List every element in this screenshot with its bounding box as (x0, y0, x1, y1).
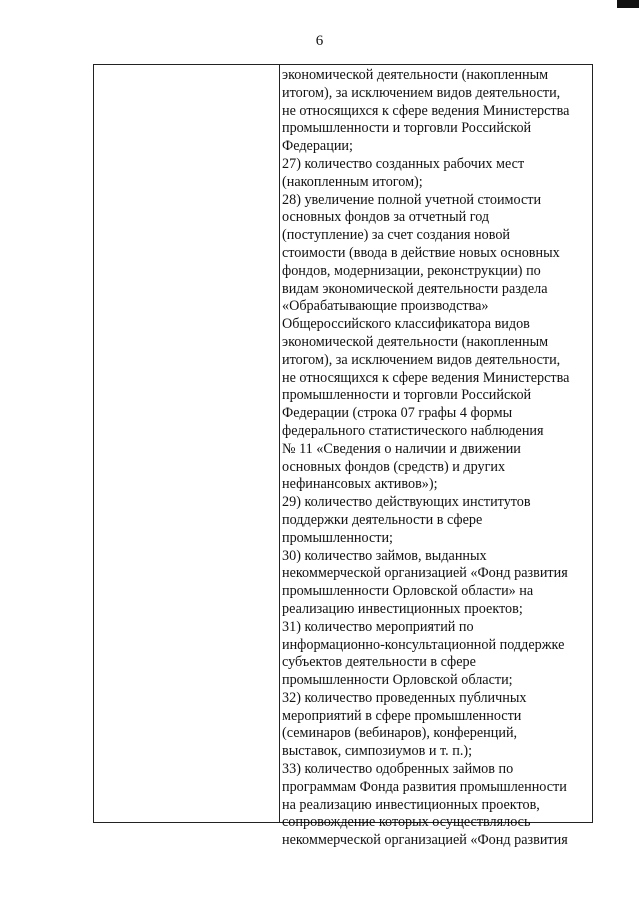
text-line: выставок, симпозиумов и т. п.); (282, 743, 473, 760)
text-line: промышленности и торговли Российской (282, 120, 532, 137)
text-line: информационно-консультационной поддержке (282, 636, 565, 653)
column-divider (279, 65, 280, 822)
document-table (93, 64, 593, 849)
text-line: некоммерческой организацией «Фонд развития (282, 565, 568, 582)
text-line: федерального статистического наблюдения (282, 422, 544, 439)
text-line: реализацию инвестиционных проектов; (282, 600, 523, 617)
text-line: некоммерческой организацией «Фонд развития (282, 832, 568, 849)
text-line: мероприятий в сфере промышленности (282, 707, 522, 724)
text-line: Общероссийского классификатора видов (282, 316, 530, 333)
text-line: 33) количество одобренных займов по (282, 761, 514, 778)
text-line: промышленности Орловской области» на (282, 583, 534, 600)
text-line: нефинансовых активов»); (282, 476, 438, 493)
text-line: 30) количество займов, выданных (282, 547, 487, 564)
text-line: 27) количество созданных рабочих мест (282, 155, 525, 172)
text-line: Федерации; (282, 138, 353, 155)
text-line: 32) количество проведенных публичных (282, 689, 527, 706)
text-line: (семинаров (вебинаров), конференций, (282, 725, 518, 742)
scan-corner-mark (617, 0, 639, 8)
text-line: стоимости (ввода в действие новых основных (282, 244, 560, 261)
text-line: 31) количество мероприятий по (282, 618, 474, 635)
text-line: не относящихся к сфере ведения Министерства (282, 102, 570, 119)
text-line: основных фондов за отчетный год (282, 209, 490, 226)
text-line: 29) количество действующих институтов (282, 494, 531, 511)
text-line: не относящихся к сфере ведения Министерства (282, 369, 570, 386)
text-line: итогом), за исключением видов деятельности, (282, 84, 561, 101)
text-line: промышленности; (282, 529, 393, 546)
page-number: 6 (315, 33, 324, 49)
text-line: основных фондов (средств) и других (282, 458, 506, 475)
text-line: итогом), за исключением видов деятельности, (282, 351, 561, 368)
text-line: 28) увеличение полной учетной стоимости (282, 191, 542, 208)
text-line: экономической деятельности (накопленным (282, 67, 549, 83)
table-left-cell (94, 65, 279, 822)
text-line: видам экономической деятельности раздела (282, 280, 548, 297)
text-line: № 11 «Сведения о наличии и движении (282, 440, 521, 457)
text-line: на реализацию инвестиционных проектов, (282, 796, 540, 813)
text-line: фондов, модернизации, реконструкции) по (282, 262, 541, 279)
text-line: Федерации (строка 07 графы 4 формы (282, 405, 513, 422)
text-line: субъектов деятельности в сфере (282, 654, 476, 671)
table-right-cell (282, 67, 594, 849)
text-line: сопровождение которых осуществлялось (282, 814, 531, 831)
text-line: поддержки деятельности в сфере (282, 511, 483, 528)
text-line: экономической деятельности (накопленным (282, 333, 549, 350)
text-line: (накопленным итогом); (282, 173, 423, 190)
text-line: программам Фонда развития промышленности (282, 778, 567, 795)
text-line: «Обрабатывающие производства» (282, 298, 489, 315)
text-line: (поступление) за счет создания новой (282, 227, 511, 244)
text-line: промышленности и торговли Российской (282, 387, 532, 404)
text-line: промышленности Орловской области; (282, 672, 513, 689)
